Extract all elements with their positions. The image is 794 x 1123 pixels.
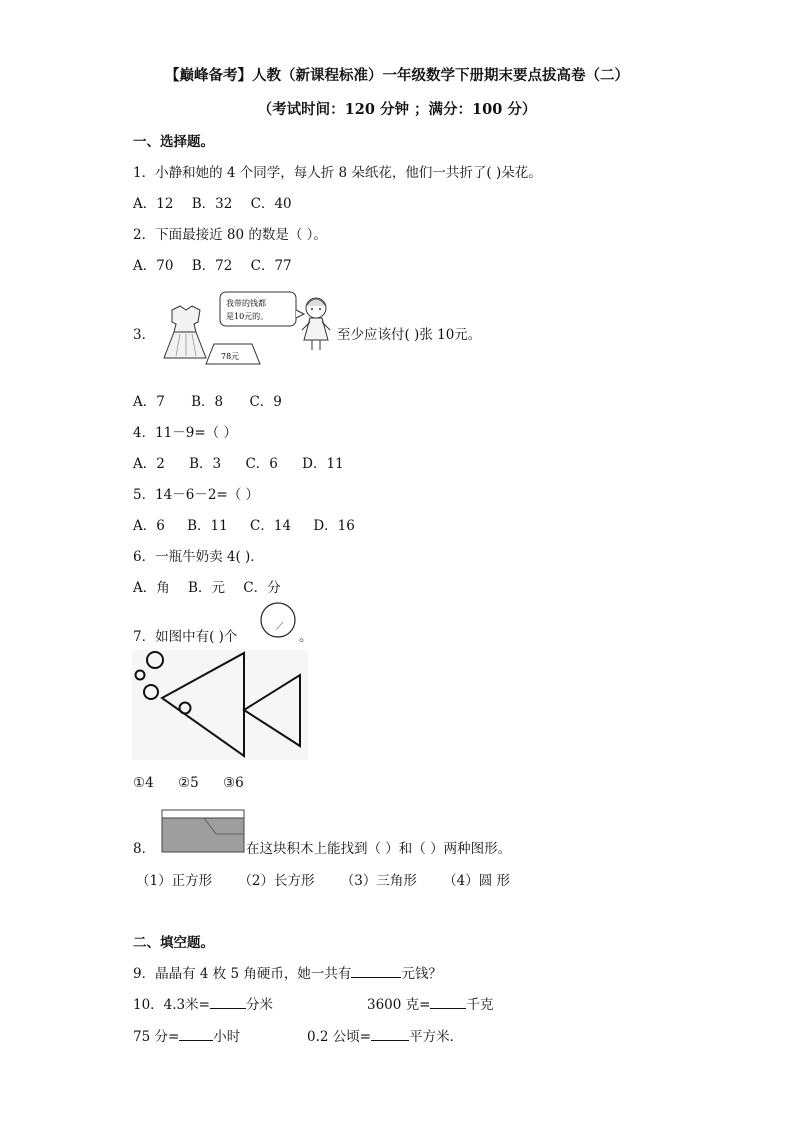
q3-option-c[interactable]: C．9	[249, 394, 282, 410]
speech-line-2: 是10元的。	[226, 312, 269, 321]
q5-option-a[interactable]: A．6	[133, 518, 165, 534]
q10-d-label: 0.2 公顷=	[307, 1029, 372, 1045]
speech-line-1: 我带的钱都	[226, 299, 266, 308]
q3-text: 至少应该付( )张 10元。	[337, 327, 482, 343]
q10-line-2b	[307, 1025, 463, 1045]
q9-text-b: 元钱？	[401, 966, 442, 982]
q10-line-1b	[367, 993, 493, 1013]
block-figure	[160, 808, 246, 854]
q8-text: 在这块积木上能找到（ ）和（ ）两种图形。	[246, 841, 512, 857]
fish-figure	[132, 650, 308, 760]
q10-b-blank[interactable]	[430, 996, 466, 1009]
q6-text: 6．一瓶牛奶卖 4( )．	[133, 549, 264, 565]
price-tag-icon	[206, 344, 260, 364]
girl-icon	[302, 298, 330, 350]
q10-b-label: 3600 克=	[367, 997, 431, 1013]
q4-option-b[interactable]: B．3	[189, 456, 222, 472]
q7-option-1[interactable]: ①4	[133, 775, 154, 791]
q3-option-a[interactable]: A．7	[133, 394, 165, 410]
q10-c-unit: 小时	[213, 1029, 241, 1045]
q5-options	[133, 514, 369, 534]
exam-title: 【巅峰备考】人教（新课程标准）一年级数学下册期末要点拔高卷（二）	[165, 67, 629, 84]
q4-options	[133, 452, 358, 472]
q1-option-b[interactable]: B．32	[191, 196, 233, 212]
q10-c-label: 75 分=	[133, 1029, 180, 1045]
q10-a-blank[interactable]	[210, 996, 246, 1009]
circle-reference-icon	[256, 600, 300, 640]
q6-option-a[interactable]: A．角	[133, 580, 170, 596]
q6-options	[133, 576, 295, 596]
q3-options	[133, 390, 296, 410]
q10-a-label: 10．4.3米=	[133, 997, 210, 1013]
q7-options	[133, 775, 258, 791]
q8-number: 8．	[133, 841, 156, 857]
exam-subtitle: （考试时间：120 分钟 ；满分：100 分）	[257, 101, 537, 118]
q4-text: 4．11－9=（ ）	[133, 425, 237, 441]
q3-option-b[interactable]: B．8	[191, 394, 224, 410]
q2-options	[133, 254, 306, 274]
q5-text: 5．14－6－2=（ ）	[133, 487, 260, 503]
section2-heading: 二、填空题。	[133, 935, 214, 951]
price-tag-text: 78元	[221, 352, 240, 361]
q6-option-b[interactable]: B．元	[188, 580, 225, 596]
q8-option-3[interactable]: （3）三角形	[340, 873, 417, 889]
q10-a-unit: 分米	[245, 997, 273, 1013]
q9-answer-blank[interactable]	[351, 965, 401, 978]
q7-text-b: 。	[299, 629, 313, 645]
section1-heading: 一、选择题。	[133, 134, 214, 150]
q10-line-2	[133, 1025, 240, 1045]
speech-bubble-icon	[220, 292, 304, 326]
q2-option-a[interactable]: A．70	[133, 258, 174, 274]
q10-d-unit: 平方米．	[409, 1029, 464, 1045]
q5-option-b[interactable]: B．11	[187, 518, 228, 534]
q2-option-b[interactable]: B．72	[191, 258, 233, 274]
q4-option-c[interactable]: C．6	[245, 456, 278, 472]
q2-option-c[interactable]: C．77	[250, 258, 292, 274]
q9-line	[133, 962, 442, 982]
q4-option-a[interactable]: A．2	[133, 456, 165, 472]
q5-option-d[interactable]: D．16	[313, 518, 355, 534]
q10-line-1	[133, 993, 273, 1013]
q8-options	[136, 869, 524, 889]
q2-text: 2．下面最接近 80 的数是（ ）。	[133, 227, 327, 243]
q10-d-blank[interactable]	[371, 1028, 409, 1041]
q8-option-2[interactable]: （2）长方形	[238, 873, 315, 889]
q1-text: 1．小静和她的 4 个同学，每人折 8 朵纸花，他们一共折了( )朵花。	[133, 165, 542, 181]
q8-option-1[interactable]: （1）正方形	[136, 873, 213, 889]
q3-number: 3．	[133, 327, 156, 343]
q7-option-3[interactable]: ③6	[223, 775, 244, 791]
q1-options	[133, 192, 306, 212]
q4-option-d[interactable]: D．11	[302, 456, 344, 472]
q10-c-blank[interactable]	[179, 1028, 213, 1041]
q9-text-a: 9．晶晶有 4 枚 5 角硬币，她一共有	[133, 966, 352, 982]
q10-b-unit: 千克	[466, 997, 494, 1013]
q8-option-4[interactable]: （4）圆 形	[443, 873, 511, 889]
q5-option-c[interactable]: C．14	[250, 518, 292, 534]
q7-text-a: 7．如图中有( )个	[133, 629, 238, 645]
q1-option-c[interactable]: C．40	[250, 196, 292, 212]
dress-icon	[164, 306, 206, 358]
q3-illustration	[150, 288, 340, 368]
q1-option-a[interactable]: A．12	[133, 196, 174, 212]
q6-option-c[interactable]: C．分	[243, 580, 281, 596]
q7-option-2[interactable]: ②5	[178, 775, 199, 791]
